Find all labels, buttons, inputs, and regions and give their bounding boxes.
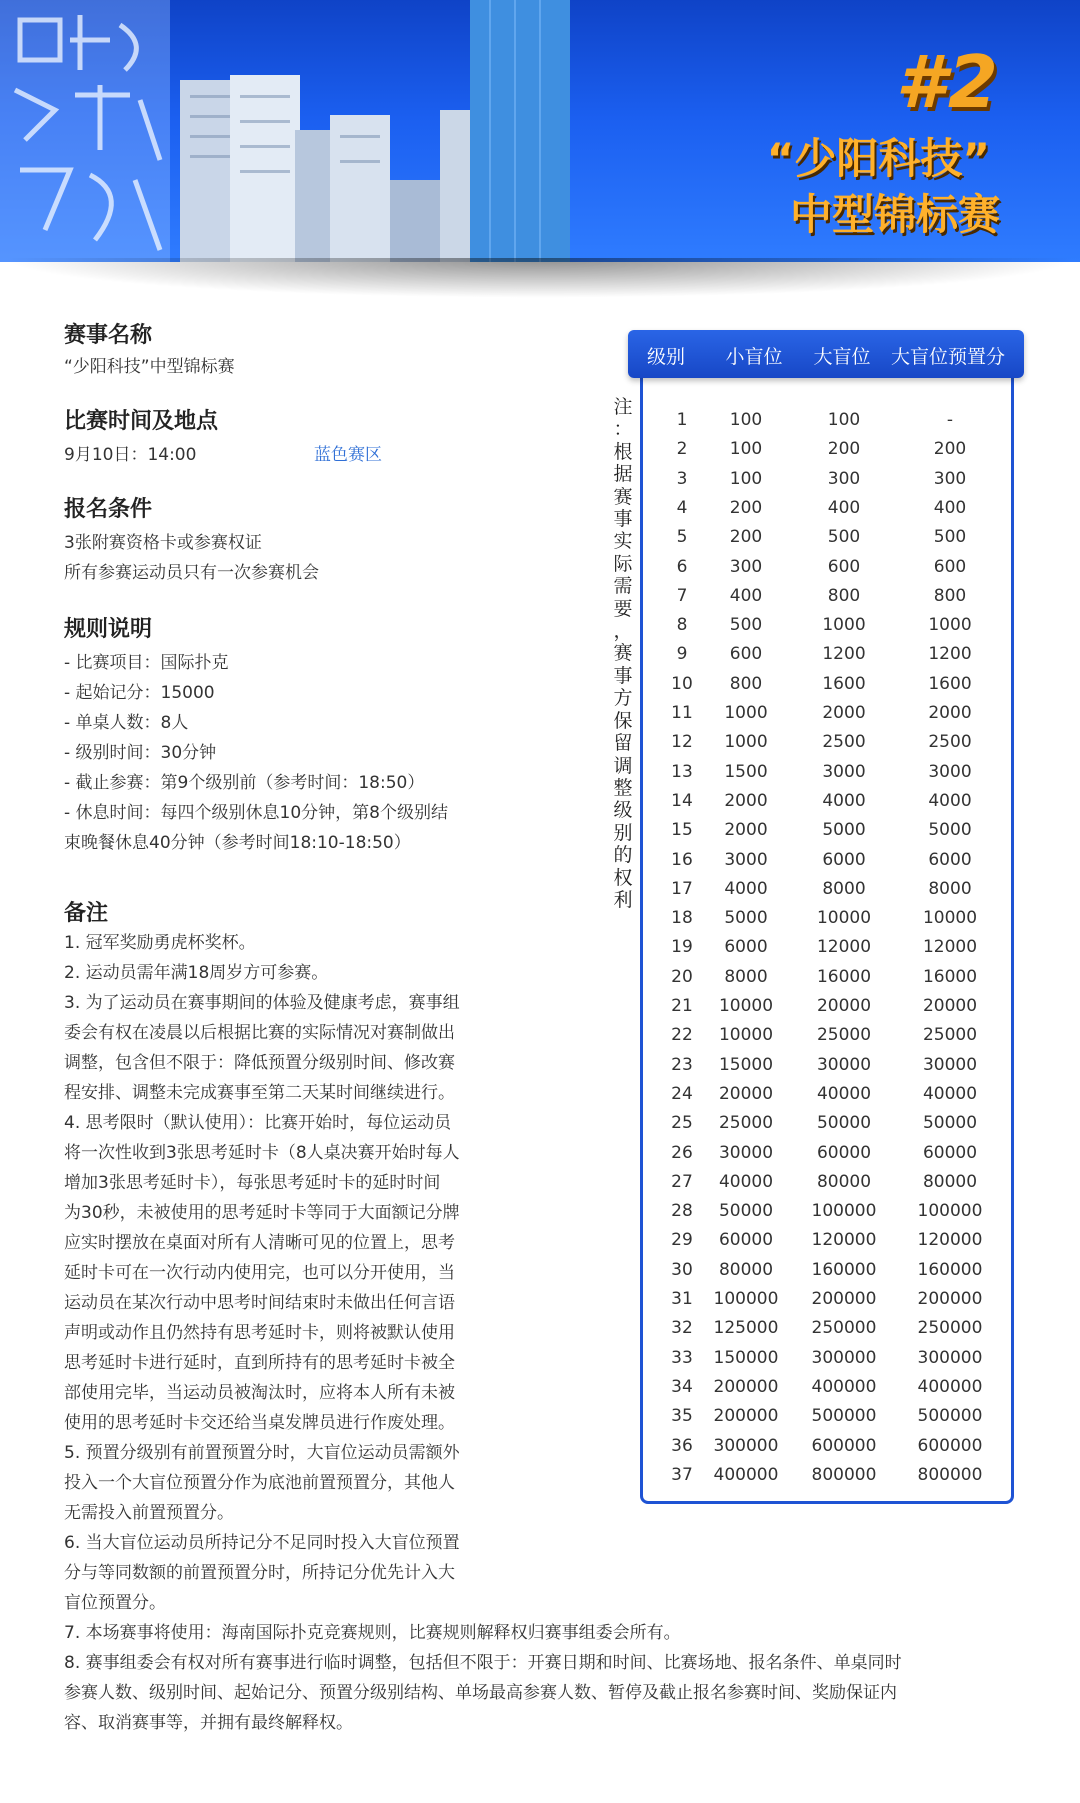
note-line: 容、取消赛事等，并拥有最终解释权。 [64,1713,353,1733]
cell-ante: 2000 [928,703,972,723]
cell-level: 24 [671,1083,693,1104]
note-line: 6. 当大盲位运动员所持记分不足同时投入大盲位预置 [64,1533,460,1553]
note-line: 2. 运动员需年满18周岁方可参赛。 [64,963,329,983]
header-small-blind: 小盲位 [725,346,783,368]
table-row [0,996,1080,1024]
edition-number: #2 [895,40,1000,124]
cell-big-blind: 30000 [816,1054,872,1075]
cell-level: 18 [671,908,693,929]
cell-small-blind: 2000 [724,790,768,811]
cell-big-blind: 80000 [816,1171,872,1192]
cell-level: 22 [671,1025,693,1046]
cell-small-blind: 10000 [718,1025,774,1046]
header-banner [0,0,1080,262]
event-title-line2: 中型锦标赛 [789,190,1000,239]
table-row [0,850,1080,878]
cell-ante: 30000 [922,1054,978,1075]
cell-big-blind: 60000 [816,1142,872,1163]
table-row [0,1260,1080,1288]
cell-level: 14 [671,790,693,811]
calligraphy-wall-image [0,0,170,262]
note-line: 投入一个大盲位预置分作为底池前置预置分，其他人 [64,1473,455,1493]
cell-big-blind: 300 [827,468,861,489]
vertical-note: 注 ： 根 据 赛 事 实 际 需 要 ， 赛 事 方 保 留 调 整 级 别 的 权 利 [613,396,633,911]
note-line: 思考延时卡进行延时，直到所持有的思考延时卡被全 [64,1353,455,1373]
note-line: 无需投入前置预置分。 [64,1503,234,1523]
rule-line: - 单桌人数：8人 [64,713,189,733]
cell-level: 25 [671,1113,693,1134]
table-row [0,1143,1080,1171]
cell-level: 11 [671,703,693,723]
cell-level: 1 [676,410,688,430]
table-row [0,703,1080,731]
cell-ante: 10000 [922,908,978,929]
note-line: 增加3张思考延时卡），每张思考延时卡的延时时间 [64,1173,441,1193]
cell-ante: 5000 [928,820,972,841]
cell-level: 36 [671,1435,693,1456]
cell-ante: 300 [933,468,967,489]
cell-small-blind: 600 [729,644,763,665]
table-row [0,820,1080,848]
cell-small-blind: 100 [729,468,763,489]
cell-big-blind: 8000 [822,878,866,899]
cell-level: 28 [671,1201,693,1222]
table-row [0,908,1080,936]
cell-big-blind: 40000 [816,1083,872,1104]
cell-small-blind: 2000 [724,820,768,841]
cell-small-blind: 3000 [724,849,768,870]
cell-level: 7 [676,585,688,606]
note-line: 5. 预置分级别有前置预置分时，大盲位运动员需额外 [64,1443,460,1463]
cell-small-blind: 300 [729,556,763,577]
cell-level: 10 [671,673,693,694]
event-title-line1: “少阳科技” [766,134,990,183]
cell-ante: 12000 [922,937,978,958]
table-row [0,469,1080,497]
cell-small-blind: 15000 [718,1054,774,1075]
header-big-blind: 大盲位 [813,346,871,368]
cell-ante: 200000 [917,1289,983,1309]
note-line: 运动员在某次行动中思考时间结束时未做出任何言语 [64,1293,455,1313]
cell-small-blind: 800 [729,673,763,694]
cell-level: 2 [676,439,688,460]
cell-small-blind: 200 [729,497,763,518]
event-date: 9月10日：14:00 [64,445,197,465]
cell-ante: 600 [933,556,967,577]
cell-level: 32 [671,1318,693,1339]
table-row [0,410,1080,438]
cell-ante: - [946,410,954,430]
table-row [0,1084,1080,1112]
table-row [0,615,1080,643]
table-row [0,1230,1080,1258]
cell-small-blind: 100 [729,439,763,460]
cell-level: 31 [671,1289,693,1309]
table-row [0,1377,1080,1405]
cell-ante: 800 [933,585,967,606]
cell-small-blind: 300000 [713,1435,779,1456]
cell-big-blind: 400000 [811,1376,877,1397]
cell-big-blind: 50000 [816,1113,872,1134]
cell-small-blind: 1000 [724,703,768,723]
cell-big-blind: 800000 [811,1464,877,1485]
table-row [0,967,1080,995]
table-row [0,1318,1080,1346]
cell-big-blind: 1200 [822,644,866,665]
note-line: 将一次性收到3张思考延时卡（8人桌决赛开始时每人 [64,1143,460,1163]
cell-small-blind: 200000 [713,1406,779,1427]
table-row [0,1406,1080,1434]
cell-big-blind: 200000 [811,1289,877,1309]
table-row [0,527,1080,555]
note-line: 使用的思考延时卡交还给当桌发牌员进行作废处理。 [64,1413,455,1433]
cell-small-blind: 25000 [718,1113,774,1134]
city-skyline-image [170,0,570,262]
table-row [0,586,1080,614]
note-line: 参赛人数、级别时间、起始记分、预置分级别结构、单场最高参赛人数、暂停及截止报名参赛时间、奖励保证内 [64,1683,897,1703]
cell-big-blind: 200 [827,439,861,460]
cell-level: 26 [671,1142,693,1163]
cell-big-blind: 500000 [811,1406,877,1427]
cell-ante: 1000 [928,615,972,636]
rule-line: - 起始记分：15000 [64,683,215,703]
cell-small-blind: 400 [729,585,763,606]
table-row [0,1201,1080,1229]
note-line: 应实时摆放在桌面对所有人清晰可见的位置上，思考 [64,1233,455,1253]
cell-small-blind: 1500 [724,761,768,782]
cell-big-blind: 600 [827,556,861,577]
cell-level: 35 [671,1406,693,1427]
cell-level: 29 [671,1230,693,1251]
cell-big-blind: 4000 [822,790,866,811]
cell-small-blind: 500 [729,615,763,636]
cell-ante: 60000 [922,1142,978,1163]
cell-ante: 200 [933,439,967,460]
note-line: 委会有权在凌晨以后根据比赛的实际情况对赛制做出 [64,1023,455,1043]
blind-table-header [628,330,1024,378]
cell-small-blind: 20000 [718,1083,774,1104]
cell-level: 30 [671,1259,693,1280]
cell-small-blind: 6000 [724,937,768,958]
cell-level: 9 [676,644,688,665]
cell-small-blind: 5000 [724,908,768,929]
table-row [0,1465,1080,1493]
cell-level: 5 [676,527,688,548]
note-line: 声明或动作且仍然持有思考延时卡，则将被默认使用 [64,1323,455,1343]
cell-big-blind: 1000 [822,615,866,636]
cell-small-blind: 400000 [713,1464,779,1485]
cell-big-blind: 10000 [816,908,872,929]
table-row [0,557,1080,585]
cell-big-blind: 800 [827,585,861,606]
cell-level: 33 [671,1347,693,1368]
section-title-signup: 报名条件 [64,497,153,522]
header-ante: 大盲位预置分 [890,346,1006,368]
section-title-notes: 备注 [64,901,109,926]
section-title-time-place: 比赛时间及地点 [64,409,219,434]
note-line: 延时卡可在一次行动内使用完，也可以分开使用，当 [64,1263,455,1283]
cell-ante: 250000 [917,1318,983,1339]
section-title-rules: 规则说明 [64,617,153,642]
cell-big-blind: 3000 [822,761,866,782]
table-row [0,937,1080,965]
banner-shadow [0,258,1080,298]
cell-level: 13 [671,761,693,782]
signup-line: 3张附赛资格卡或参赛权证 [64,533,262,553]
table-row [0,439,1080,467]
note-line: 盲位预置分。 [64,1593,166,1613]
cell-big-blind: 250000 [811,1318,877,1339]
cell-small-blind: 40000 [718,1171,774,1192]
cell-level: 6 [676,556,688,577]
rule-line: 束晚餐休息40分钟（参考时间18:10-18:50） [64,833,411,853]
cell-level: 12 [671,732,693,753]
cell-small-blind: 200000 [713,1376,779,1397]
cell-big-blind: 300000 [811,1347,877,1368]
cell-small-blind: 100000 [713,1289,779,1309]
note-line: 1. 冠军奖励勇虎杯奖杯。 [64,933,256,953]
cell-ante: 3000 [928,761,972,782]
cell-big-blind: 2000 [822,703,866,723]
cell-ante: 20000 [922,996,978,1016]
cell-ante: 500 [933,527,967,548]
cell-level: 37 [671,1464,693,1485]
cell-big-blind: 16000 [816,966,872,987]
cell-level: 20 [671,966,693,987]
table-row [0,644,1080,672]
cell-big-blind: 5000 [822,820,866,841]
cell-ante: 500000 [917,1406,983,1427]
cell-ante: 400000 [917,1376,983,1397]
rule-line: - 休息时间：每四个级别休息10分钟，第8个级别结 [64,803,448,823]
note-line: 7. 本场赛事将使用：海南国际扑克竞赛规则，比赛规则解释权归赛事组委会所有。 [64,1623,681,1643]
rule-line: - 截止参赛：第9个级别前（参考时间：18:50） [64,773,425,793]
cell-ante: 40000 [922,1083,978,1104]
cell-small-blind: 200 [729,527,763,548]
cell-ante: 6000 [928,849,972,870]
cell-small-blind: 30000 [718,1142,774,1163]
note-line: 程安排、调整未完成赛事至第二天某时间继续进行。 [64,1083,455,1103]
cell-level: 27 [671,1171,693,1192]
cell-big-blind: 20000 [816,996,872,1016]
cell-big-blind: 120000 [811,1230,877,1251]
table-row [0,791,1080,819]
cell-small-blind: 1000 [724,732,768,753]
table-row [0,1025,1080,1053]
cell-big-blind: 12000 [816,937,872,958]
cell-ante: 400 [933,497,967,518]
cell-ante: 1600 [928,673,972,694]
cell-big-blind: 100 [827,410,861,430]
note-line: 调整，包含但不限于：降低预置分级别时间、修改赛 [64,1053,455,1073]
table-row [0,1348,1080,1376]
cell-small-blind: 100 [729,410,763,430]
note-line: 8. 赛事组委会有权对所有赛事进行临时调整，包括但不限于：开赛日期和时间、比赛场地、报名条件、单桌同时 [64,1653,902,1673]
cell-ante: 600000 [917,1435,983,1456]
table-row [0,1172,1080,1200]
table-row [0,879,1080,907]
cell-ante: 8000 [928,878,972,899]
cell-small-blind: 4000 [724,878,768,899]
table-row [0,1289,1080,1317]
cell-ante: 50000 [922,1113,978,1134]
note-line: 分与等同数额的前置预置分时，所持记分优先计入大 [64,1563,455,1583]
table-row [0,762,1080,790]
cell-level: 8 [676,615,688,636]
rule-line: - 比赛项目：国际扑克 [64,653,229,673]
cell-level: 4 [676,497,688,518]
rule-line: - 级别时间：30分钟 [64,743,217,763]
cell-small-blind: 125000 [713,1318,779,1339]
cell-level: 21 [671,996,693,1016]
cell-small-blind: 80000 [718,1259,774,1280]
cell-small-blind: 50000 [718,1201,774,1222]
signup-line: 所有参赛运动员只有一次参赛机会 [64,563,319,583]
table-row [0,674,1080,702]
note-line: 3. 为了运动员在赛事期间的体验及健康考虑，赛事组 [64,993,460,1013]
cell-small-blind: 150000 [713,1347,779,1368]
cell-level: 15 [671,820,693,841]
note-line: 部使用完毕，当运动员被淘汰时，应将本人所有未被 [64,1383,455,1403]
table-row [0,732,1080,760]
cell-big-blind: 100000 [811,1201,877,1222]
cell-big-blind: 6000 [822,849,866,870]
cell-level: 3 [676,468,688,489]
cell-ante: 25000 [922,1025,978,1046]
cell-level: 34 [671,1376,693,1397]
cell-ante: 300000 [917,1347,983,1368]
header-level: 级别 [646,346,686,368]
table-row [0,1113,1080,1141]
cell-big-blind: 1600 [822,673,866,694]
table-row [0,498,1080,526]
table-row [0,1436,1080,1464]
cell-ante: 160000 [917,1259,983,1280]
cell-ante: 1200 [928,644,972,665]
cell-ante: 80000 [922,1171,978,1192]
cell-ante: 4000 [928,790,972,811]
cell-small-blind: 10000 [718,996,774,1016]
cell-ante: 100000 [917,1201,983,1222]
cell-big-blind: 500 [827,527,861,548]
cell-level: 23 [671,1054,693,1075]
cell-big-blind: 160000 [811,1259,877,1280]
cell-ante: 800000 [917,1464,983,1485]
cell-big-blind: 25000 [816,1025,872,1046]
cell-level: 17 [671,878,693,899]
cell-small-blind: 60000 [718,1230,774,1251]
cell-small-blind: 8000 [724,966,768,987]
cell-big-blind: 400 [827,497,861,518]
note-line: 为30秒，未被使用的思考延时卡等同于大面额记分牌 [64,1203,460,1223]
cell-big-blind: 2500 [822,732,866,753]
cell-level: 19 [671,937,693,958]
note-line: 4. 思考限时（默认使用）：比赛开始时，每位运动员 [64,1113,452,1133]
cell-big-blind: 600000 [811,1435,877,1456]
section-title-event-name: 赛事名称 [64,323,153,348]
table-row [0,1055,1080,1083]
cell-level: 16 [671,849,693,870]
cell-ante: 120000 [917,1230,983,1251]
cell-ante: 16000 [922,966,978,987]
event-name-value: “少阳科技”中型锦标赛 [64,357,235,377]
event-venue: 蓝色赛区 [314,445,382,465]
cell-ante: 2500 [928,732,972,753]
